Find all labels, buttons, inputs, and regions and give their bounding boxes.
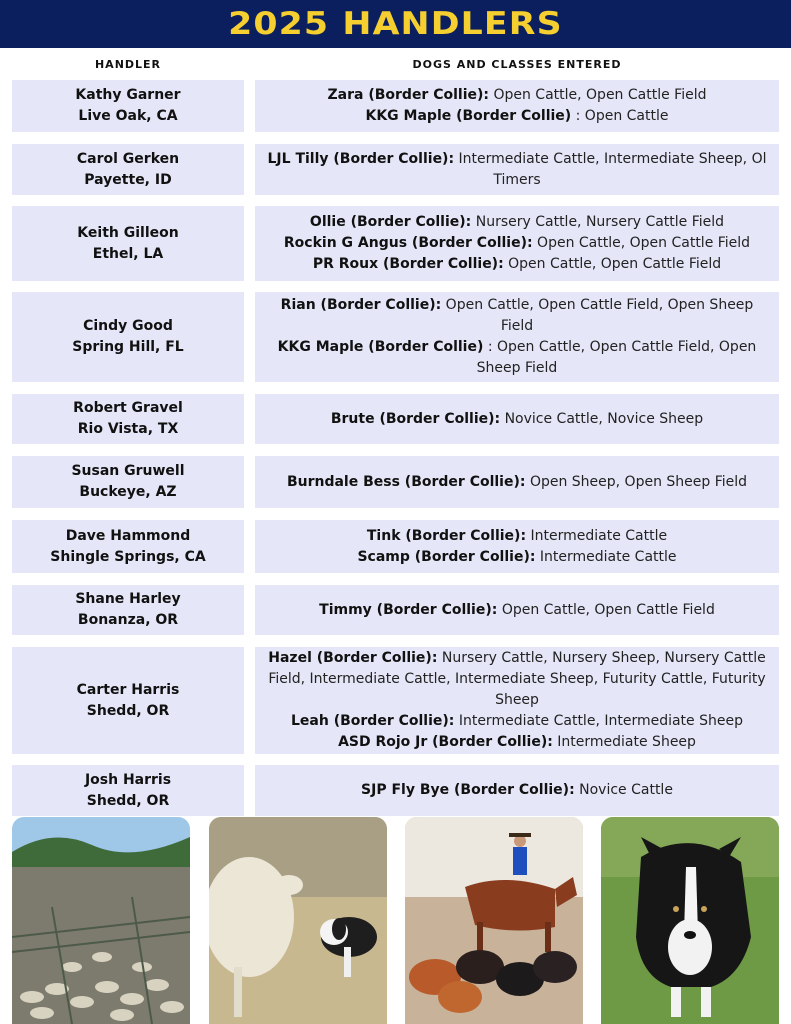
dog-entry [263,295,771,337]
page-title: 2025 HANDLERS [228,6,563,42]
horse-cattle-photo [405,817,583,1024]
handler-location: Bonanza, OR [77,612,179,628]
dog-name: Tink (Border Collie): [366,527,527,544]
dog-classes: Open Cattle, Open Cattle Field [501,601,715,618]
handler-name: Shane Harley [75,591,181,607]
dog-entry [263,337,771,379]
dogs-classes-cell [255,144,779,195]
dog-entry [338,732,696,753]
dog-entry [287,472,747,493]
dogs-classes-cell [255,647,779,754]
dog-classes: Novice Cattle, Novice Sheep [504,410,704,427]
dogs-column-header: DOGS AND CLASSES ENTERED [412,58,622,71]
dog-classes: Intermediate Cattle, Intermediate Sheep [458,713,743,729]
handler-cell [12,456,244,508]
dog-name: Hazel (Border Collie): [268,650,438,666]
dog-name: KKG Maple (Border Collie) [365,108,572,124]
handler-location: Shingle Springs, CA [50,548,206,565]
dog-herding-sheep-photo [209,817,387,1024]
dog-classes: Open Cattle, Open Cattle Field [508,256,722,272]
dog-entry [367,526,667,547]
dogs-classes-cell [255,292,779,382]
sheep-pens-photo [12,817,190,1024]
dog-entry [357,547,676,568]
dog-entry [328,85,707,106]
dog-classes: Open Sheep, Open Sheep Field [529,473,748,490]
dog-classes: Open Cattle, Open Cattle Field [493,87,707,103]
handler-location: Buckeye, AZ [79,484,177,500]
handler-location: Ethel, LA [92,245,164,262]
dog-classes: Novice Cattle [579,782,673,798]
title-banner [0,0,791,48]
dog-classes: Nursery Cattle, Nursery Cattle Field [475,214,725,230]
handler-cell [12,585,244,635]
handler-location: Shedd, OR [86,702,170,719]
dog-entry [319,600,715,621]
dog-name: Leah (Border Collie): [291,713,455,729]
handler-name: Dave Hammond [65,527,191,544]
dog-classes: Open Cattle, Open Cattle Field, Open Sheep Field [445,297,754,334]
handler-cell [12,647,244,754]
handler-cell [12,144,244,195]
dogs-classes-cell [255,520,779,573]
handler-name: Keith Gilleon [77,224,179,241]
dog-classes: Intermediate Cattle, Intermediate Sheep, Ol Timers [458,150,767,188]
handler-name: Kathy Garner [75,87,181,103]
dog-entry [263,648,771,711]
dogs-classes-cell [255,80,779,132]
dog-name: Zara (Border Collie): [327,87,489,103]
dog-entry [313,254,721,275]
handler-name: Robert Gravel [73,400,183,416]
handler-location: Rio Vista, TX [77,421,179,437]
border-collie-photo [601,817,779,1024]
dog-name: Rockin G Angus (Border Collie): [283,235,533,251]
handler-name: Josh Harris [84,771,172,788]
dog-classes: : Open Cattle [575,108,669,124]
dog-name: PR Roux (Border Collie): [312,256,504,272]
dog-classes: : Open Cattle, Open Cattle Field, Open Sheep Field [476,339,757,376]
dog-entry [331,409,703,430]
dog-entry [361,780,673,801]
dog-entry [291,711,743,732]
dog-classes: Nursery Cattle, Nursery Sheep, Nursery Cattle Field, Intermediate Cattle, Intermediate Sheep, Futurity Cattle, Futurity Sheep [268,650,766,708]
handler-name: Susan Gruwell [71,463,185,479]
handler-location: Shedd, OR [86,792,170,809]
handler-name: Carol Gerken [76,150,180,167]
handler-cell [12,292,244,382]
photo-strip [0,817,791,1024]
dogs-classes-cell [255,394,779,444]
dogs-classes-cell [255,765,779,816]
dog-name: Timmy (Border Collie): [319,601,498,618]
dog-name: KKG Maple (Border Collie) [277,339,484,355]
handler-cell [12,80,244,132]
handler-cell [12,765,244,816]
handler-cell [12,394,244,444]
dog-classes: Intermediate Sheep [557,734,696,750]
dog-name: SJP Fly Bye (Border Collie): [361,782,575,798]
handler-location: Payette, ID [84,171,172,188]
dog-entry [284,233,750,254]
handler-location: Spring Hill, FL [72,339,184,355]
dogs-classes-cell [255,585,779,635]
dog-name: LJL Tilly (Border Collie): [267,150,455,167]
dog-entry [263,149,771,191]
handler-cell [12,520,244,573]
dog-classes: Intermediate Cattle [530,527,668,544]
handler-name: Carter Harris [76,681,180,698]
dog-entry [310,212,724,233]
dogs-classes-cell [255,206,779,281]
dog-name: Burndale Bess (Border Collie): [286,473,526,490]
dog-name: Scamp (Border Collie): [357,548,536,565]
dog-name: ASD Rojo Jr (Border Collie): [338,734,553,750]
handler-cell [12,206,244,281]
dog-name: Ollie (Border Collie): [309,214,472,230]
handler-location: Live Oak, CA [78,108,178,124]
handler-column-header: HANDLER [94,58,162,71]
dog-name: Brute (Border Collie): [330,410,501,427]
dog-name: Rian (Border Collie): [280,297,442,313]
dog-classes: Intermediate Cattle [539,548,677,565]
dogs-classes-cell [255,456,779,508]
dog-classes: Open Cattle, Open Cattle Field [537,235,751,251]
dog-entry [365,106,668,127]
handler-name: Cindy Good [83,318,173,334]
